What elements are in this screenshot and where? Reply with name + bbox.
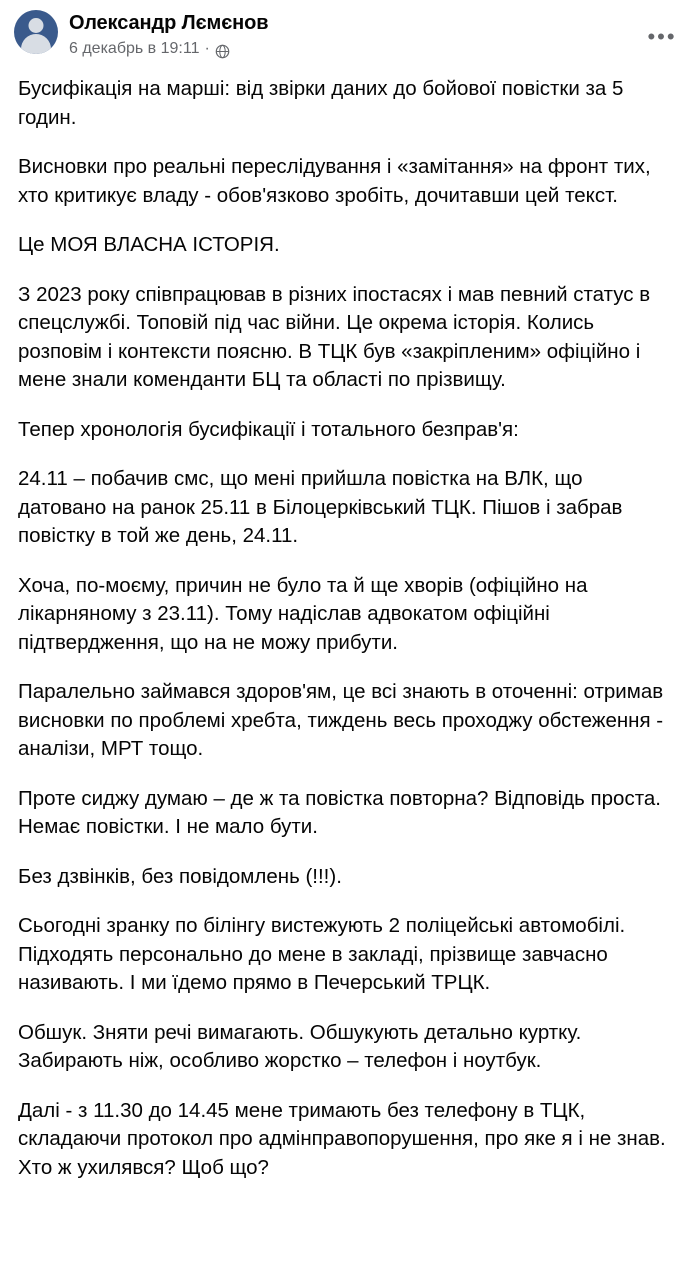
post-paragraph: Висновки про реальні переслідування і «замітання» на фронт тих, хто критикує владу - обов'язково зробіть, дочитавши цей текст. [18, 155, 657, 207]
post-paragraph: Далі - з 11.30 до 14.45 мене тримають без телефону в ТЦК, складаючи протокол про адмінправопорушення, про яке я і не знав. Хто ж ухилявся? Щоб що? [18, 1098, 672, 1179]
post-paragraph: Тепер хронологія бусифікації і тотального безправ'я: [18, 417, 519, 441]
avatar-body-shape [21, 34, 51, 54]
post-paragraph: З 2023 року співпрацював в різних іпостасях і мав певний статус в спецслужбі. Топовій під час війни. Це окрема історія. Колись розповім і контексти поясню. В ТЦК був «закріпленим» офіційно і мене знали коменданти БЦ та області по прізвищу. [18, 282, 656, 391]
post-options-button[interactable]: ••• [647, 24, 677, 49]
meta-separator: · [204, 40, 210, 57]
post-header [0, 0, 694, 63]
post-paragraph: Без дзвінків, без повідомлень (!!!). [18, 864, 342, 888]
post-paragraph: Проте сиджу думаю – де ж та повістка повторна? Відповідь проста. Немає повістки. І не мало бути. [18, 786, 667, 838]
post-paragraph: Бусифікація на марші: від звірки даних до бойової повістки за 5 годин. [18, 77, 630, 129]
post-paragraph: Хоча, по-моєму, причин не було та й ще хворів (офіційно на лікарняному з 23.11). Тому надіслав адвокатом офіційні підтвердження, що на не можу прибути. [18, 573, 594, 654]
globe-icon [215, 44, 230, 59]
post-meta [69, 39, 268, 59]
post-paragraph: 24.11 – побачив смс, що мені прийшла повістка на ВЛК, що датовано на ранок 25.11 в Білоцерківський ТЦК. Пішов і забрав повістку в той же день, 24.11. [18, 467, 629, 547]
post-paragraph: Обшук. Зняти речі вимагають. Обшукують детально куртку. Забирають ніж, особливо жорстко – телефон і ноутбук. [18, 1020, 587, 1072]
post-timestamp[interactable]: 6 декабрь в 19:11 [69, 40, 200, 57]
avatar[interactable] [14, 10, 58, 54]
post-paragraph: Сьогодні зранку по білінгу вистежують 2 поліцейські автомобілі. Підходять персонально до мене в закладі, прізвище завчасно називають. І ми їдемо прямо в Печерський ТРЦК. [18, 914, 631, 994]
post-paragraph: Паралельно займався здоров'ям, це всі знають в оточенні: отримав висновки по проблемі хребта, тиждень весь проходжу обстеження - аналізи, МРТ тощо. [18, 680, 669, 760]
post-header-text [69, 10, 268, 59]
author-name[interactable]: Олександр Лємєнов [69, 12, 269, 34]
avatar-head-shape [29, 18, 44, 33]
post-paragraph: Це МОЯ ВЛАСНА ІСТОРІЯ. [18, 233, 280, 256]
post-body [0, 63, 694, 1196]
